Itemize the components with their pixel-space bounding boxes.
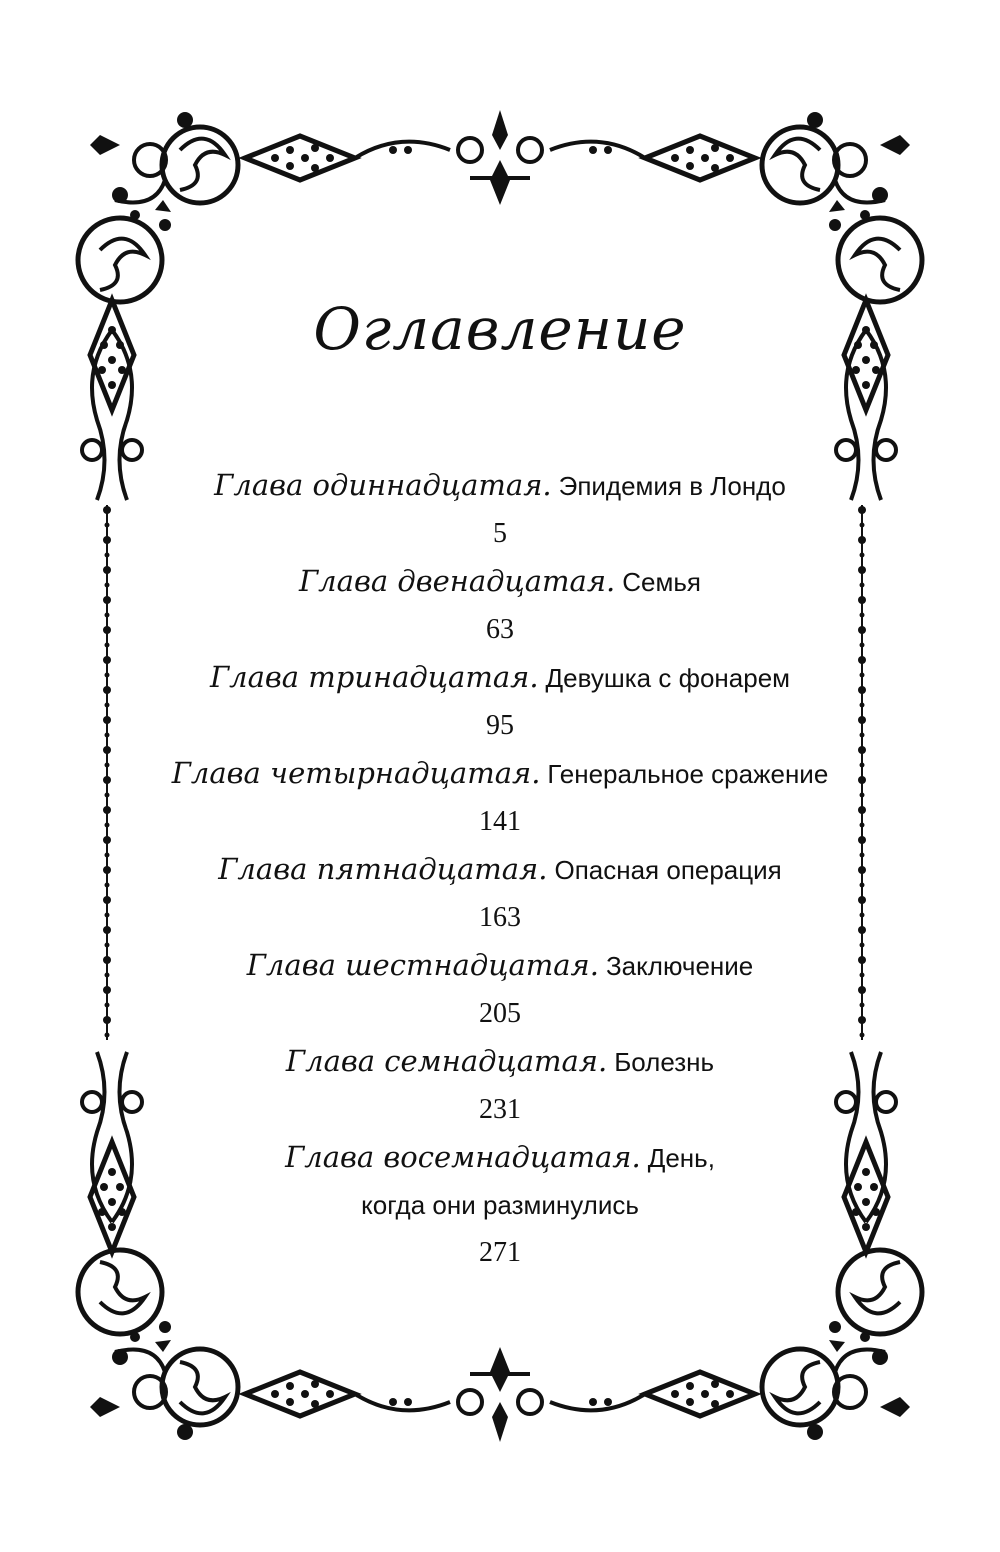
table-of-contents <box>0 462 1000 1277</box>
toc-entry <box>0 750 1000 846</box>
chapter-label: Глава двенадцатая. <box>298 564 616 598</box>
chapter-label: Глава шестнадцатая. <box>246 948 599 982</box>
toc-entry <box>0 942 1000 1038</box>
page-number: 271 <box>479 1237 521 1268</box>
toc-entry <box>0 1134 1000 1277</box>
chapter-title: Генеральное сражение <box>547 759 829 789</box>
toc-entry <box>0 462 1000 558</box>
chapter-label: Глава семнадцатая. <box>285 1044 608 1078</box>
page-number: 141 <box>479 806 521 837</box>
chapter-title: Эпидемия в Лондо <box>558 471 786 501</box>
page-number: 205 <box>479 998 521 1029</box>
chapter-label: Глава пятнадцатая. <box>218 852 548 886</box>
chapter-label: Глава одиннадцатая. <box>214 468 552 502</box>
page-number: 95 <box>486 710 514 741</box>
page-number: 63 <box>486 614 514 645</box>
chapter-title: Опасная операция <box>554 855 782 885</box>
chapter-label: Глава восемнадцатая. <box>285 1140 641 1174</box>
chapter-label: Глава четырнадцатая. <box>171 756 541 790</box>
chapter-title: Заключение <box>605 951 754 981</box>
chapter-title: Девушка с фонарем <box>545 663 791 693</box>
toc-entry <box>0 558 1000 654</box>
toc-entry <box>0 846 1000 942</box>
chapter-title: День, <box>647 1143 715 1173</box>
page-title: Оглавление <box>313 295 687 363</box>
chapter-title: Семья <box>622 567 702 597</box>
chapter-title-continued: когда они разминулись <box>361 1190 639 1220</box>
chapter-title: Болезнь <box>614 1047 715 1077</box>
page-number: 231 <box>479 1094 521 1125</box>
page-number: 5 <box>493 518 507 549</box>
chapter-label: Глава тринадцатая. <box>209 660 539 694</box>
toc-entry <box>0 1038 1000 1134</box>
toc-entry <box>0 654 1000 750</box>
page-number: 163 <box>479 902 521 933</box>
